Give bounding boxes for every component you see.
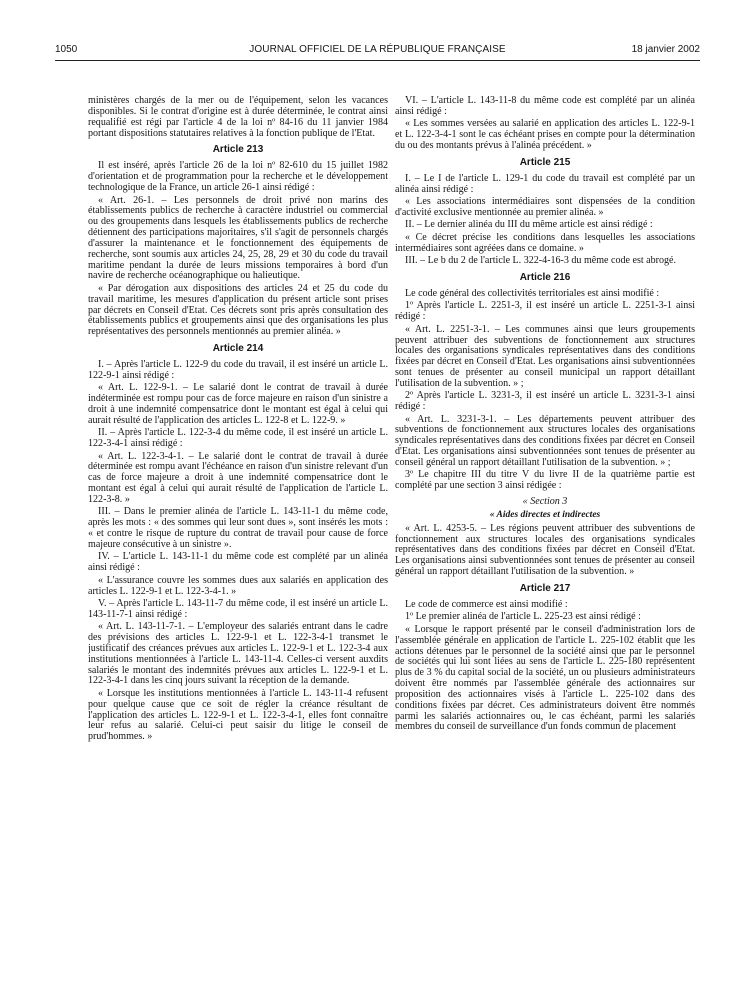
article-heading: Article 215 bbox=[519, 156, 571, 168]
paragraph: Il est inséré, après l'article 26 de la loi nº 82-610 du 15 juillet 1982 d'orientation et de programmation pour la recherche et le développement technologique de la France, un article 26-1 ainsi rédigé : bbox=[88, 160, 388, 194]
paragraph: III. – Le b du 2 de l'article L. 322-4-16-3 du même code est abrogé. bbox=[405, 255, 677, 267]
paragraph: « Lorsque les institutions mentionnées à l'article L. 143-11-4 refusent pour quelque cause que ce soit de régler la créance résultant de l'application des articles L. 122-9-1 et L. 122-3-4-1, elles font connaître leur refus au salarié. Celui-ci peut saisir du litige le conseil de prud'hommes. » bbox=[88, 687, 388, 743]
paragraph: « Les associations intermédiaires sont dispensées de la condition d'activité exclusive mentionnée au premier alinéa. » bbox=[395, 196, 695, 218]
paragraph: « Art. L. 122-3-4-1. – Le salarié dont le contrat de travail à durée déterminée est rompu avant l'échéance en raison d'un sinistre relevant d'un cas de force majeure a droit à une indemnité compensatrice dont le montant est égal à celui qui aurait résulté de l'application de l'article L. 122-3-8. » bbox=[88, 450, 388, 505]
paragraph: 1º Après l'article L. 2251-3, il est inséré un article L. 2251-3-1 ainsi rédigé : bbox=[395, 300, 695, 323]
left-column bbox=[88, 96, 388, 966]
paragraph: 2º Après l'article L. 3231-3, il est inséré un article L. 3231-3-1 ainsi rédigé : bbox=[395, 390, 695, 413]
subsection-heading: « Aides directes et indirectes bbox=[489, 509, 601, 520]
paragraph: « Par dérogation aux dispositions des articles 24 et 25 du code du travail maritime, les mesures d'application du présent article sont prises par décrets en Conseil d'Etat. Ces décrets sont pris après consultation des établissements publics et groupements ainsi que des organisations les plus représentatives des personnels mentionnés au premier alinéa. » bbox=[88, 282, 388, 338]
paragraph: Le code de commerce est ainsi modifié : bbox=[405, 599, 568, 610]
article-heading: Article 213 bbox=[212, 144, 264, 156]
paragraph: « Art. 26-1. – Les personnels de droit privé non marins des établissements publics de recherche à caractère industriel ou commercial ou des groupements dans lesquels les établissements publics de recherche détiennent des participations majoritaires, s'il s'agit de personnels chargés d'assurer la maintenance et le fonctionnement des équipements de recherche, sont soumis aux articles 24, 25, 28, 29 et 30 du code du travail maritime pendant la durée de leurs missions temporaires à bord d'un navire de recherche océanographique ou halieutique. bbox=[88, 194, 388, 282]
issue-date: 18 janvier 2002 bbox=[631, 44, 700, 55]
paragraph: 1º Le premier alinéa de l'article L. 225-23 est ainsi rédigé : bbox=[405, 611, 641, 623]
paragraph: I. – Le I de l'article L. 129-1 du code du travail est complété par un alinéa ainsi rédigé : bbox=[395, 172, 695, 195]
paragraph: « Art. L. 122-9-1. – Le salarié dont le contrat de travail à durée indéterminée est rompu pour cas de force majeure en raison d'un sinistre a droit à une indemnité compensatrice dont le montant est égal à celui qui aurait résulté de l'application des articles L. 122-8 et L. 122-9. » bbox=[88, 382, 388, 426]
paragraph: « Art. L. 2251-3-1. – Les communes ainsi que leurs groupements peuvent attribuer des subventions de fonctionnement aux structures locales des organisations syndicales représentatives dans des conditions fixées par décret en Conseil d'Etat. Les organisations ainsi subventionnées sont tenues de présenter au conseil municipal un rapport détaillant l'utilisation de la subvention. » ; bbox=[395, 323, 695, 389]
paragraph: ministères chargés de la mer ou de l'équipement, selon les vacances disponibles. Si le contrat d'origine est à durée déterminée, le contrat ainsi requalifié est régi par l'article 4 de la loi nº 84-16 du 11 janvier 1984 portant dispositions statutaires relatives à la fonction publique de l'Etat. bbox=[88, 96, 388, 139]
header-rule bbox=[55, 60, 700, 61]
paragraph: « Art. L. 4253-5. – Les régions peuvent attribuer des subventions de fonctionnement aux structures locales des organisations syndicales représentatives dans des conditions fixées par décret en Conseil d'Etat. Les organisations ainsi subventionnées sont tenues de présenter au conseil général un rapport détaillant l'utilisation de la subvention. » bbox=[395, 522, 695, 578]
paragraph: « Lorsque le rapport présenté par le conseil d'administration lors de l'assemblée générale en application de l'article L. 225-102 établit que les actions détenues par le personnel de la société ainsi que par le personnel de sociétés qui lui sont liées au sens de l'article L. 225-180 représentent plus de 3 % du capital social de la société, un ou plusieurs administrateurs doivent être nommés par l'assemblée générale des actionnaires sur proposition des actionnaires visés à l'article L. 225-102 dans des conditions fixées par décret. Ces administrateurs doivent être nommés parmi les salariés actionnaires ou, le cas échéant, parmi les salariés membres du conseil de surveillance d'un fonds commun de placement bbox=[395, 623, 695, 733]
page-header bbox=[55, 44, 700, 58]
article-heading: Article 216 bbox=[519, 271, 571, 283]
paragraph: IV. – L'article L. 143-11-1 du même code est complété par un alinéa ainsi rédigé : bbox=[88, 551, 388, 574]
paragraph: II. – Après l'article L. 122-3-4 du même code, il est inséré un article L. 122-3-4-1 ainsi rédigé : bbox=[88, 427, 388, 450]
article-heading: Article 214 bbox=[212, 343, 264, 355]
paragraph: 3º Le chapitre III du titre V du livre II de la quatrième partie est complété par une section 3 ainsi rédigée : bbox=[395, 469, 695, 492]
paragraph: « Art. L. 143-11-7-1. – L'employeur des salariés entrant dans le cadre des prévisions des articles L. 122-9-1 et L. 122-3-4-1 transmet le justificatif des créances prévues aux articles L. 122-9-1 et L. 122-3-4 aux institutions mentionnées à l'article L. 143-11-4. Celles-ci versent auxdits salariés le montant des indemnités prévues aux articles L. 122-9-1 et L. 122-3-4-1 dans les cinq jours suivant la réception de la demande. bbox=[88, 621, 388, 687]
paragraph: « Les sommes versées au salarié en application des articles L. 122-9-1 et L. 122-3-4-1 sont le cas échéant prises en compte pour la détermination du ou des montants prévus à l'alinéa précédent. » bbox=[395, 118, 695, 151]
paragraph: « L'assurance couvre les sommes dues aux salariés en application des articles L. 122-9-1 et L. 122-3-4-1. » bbox=[88, 574, 388, 597]
section-heading: « Section 3 bbox=[522, 496, 568, 508]
paragraph: « Art. L. 3231-3-1. – Les départements peuvent attribuer des subventions de fonctionnement aux structures locales des organisations syndicales représentatives dans des conditions fixées par décret en Conseil d'Etat. Les organisations ainsi subventionnées sont tenues de présenter au conseil général un rapport détaillant l'utilisation de la subvention. » ; bbox=[395, 413, 695, 468]
journal-title: JOURNAL OFFICIEL DE LA RÉPUBLIQUE FRANÇAISE bbox=[249, 44, 506, 55]
paragraph: I. – Après l'article L. 122-9 du code du travail, il est inséré un article L. 122-9-1 ainsi rédigé : bbox=[88, 359, 388, 381]
paragraph: VI. – L'article L. 143-11-8 du même code est complété par un alinéa ainsi rédigé : bbox=[395, 96, 695, 117]
paragraph: « Ce décret précise les conditions dans lesquelles les associations intermédiaires sont agréées dans ce domaine. » bbox=[395, 231, 695, 254]
paragraph: II. – Le dernier alinéa du III du même article est ainsi rédigé : bbox=[405, 219, 653, 231]
paragraph: Le code général des collectivités territoriales est ainsi modifié : bbox=[405, 287, 660, 299]
page-number: 1050 bbox=[55, 44, 78, 55]
paragraph: V. – Après l'article L. 143-11-7 du même code, il est inséré un article L. 143-11-7-1 ainsi rédigé : bbox=[88, 597, 388, 620]
paragraph: III. – Dans le premier alinéa de l'article L. 143-11-1 du même code, après les mots : « des sommes qui leur sont dues », sont insérés les mots : « et contre le risque de rupture du contrat de travail pour cause de force majeure consécutive à un sinistre ». bbox=[88, 506, 388, 550]
right-column bbox=[395, 96, 695, 966]
article-heading: Article 217 bbox=[519, 583, 571, 594]
